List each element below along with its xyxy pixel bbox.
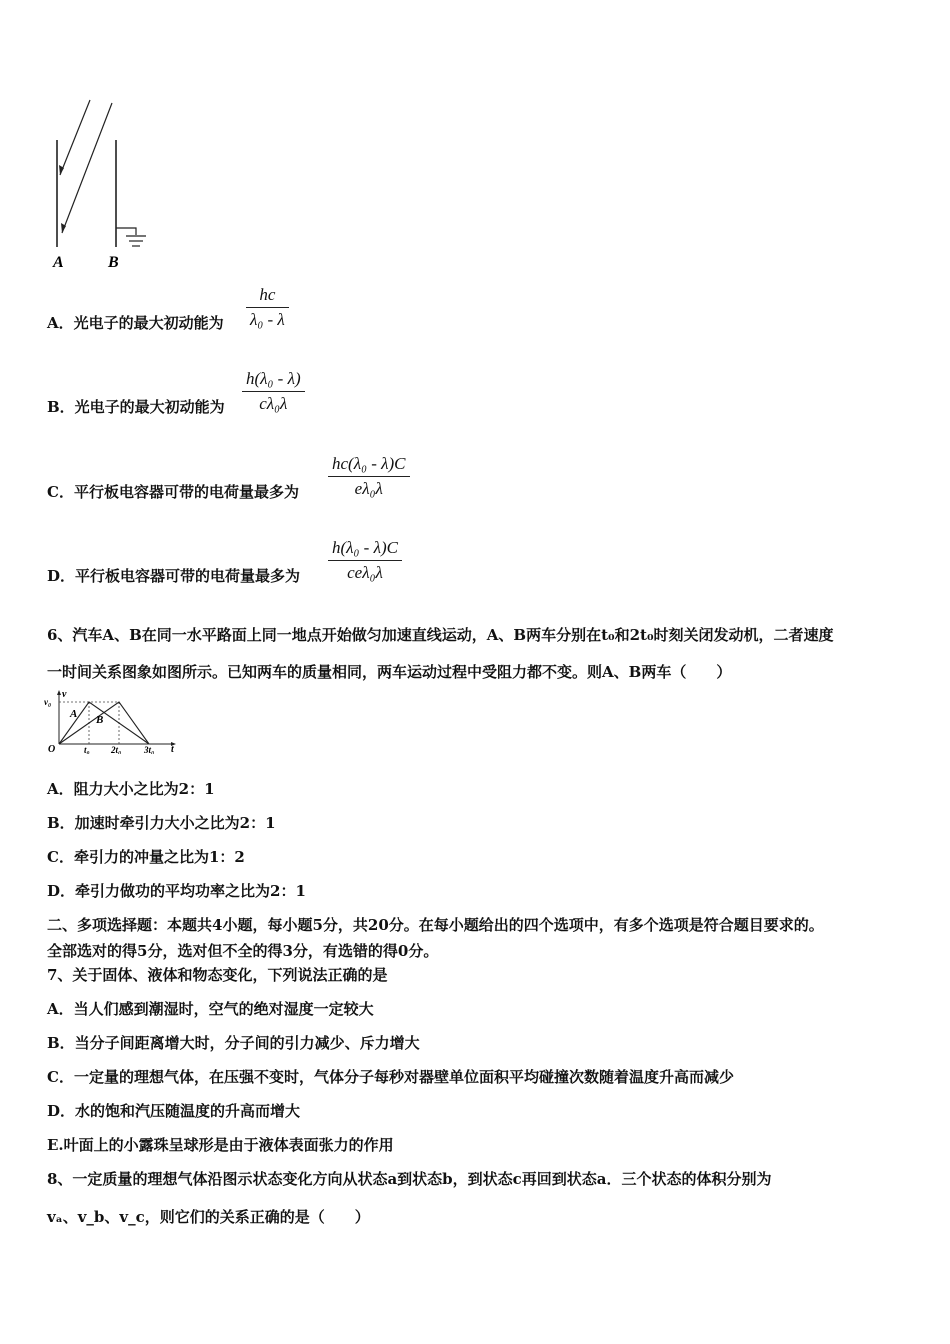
light-ray-1 — [60, 100, 90, 175]
q8-stem-line1: 8、一定质量的理想气体沿图示状态变化方向从状态a到状态b，到状态c再回到状态a．三个状态的体积分别为 — [47, 1170, 772, 1188]
v-axis-arrow — [57, 690, 61, 695]
axis-v-label: v — [62, 689, 67, 700]
q5-option-b[interactable]: B．光电子的最大初动能为 — [47, 398, 225, 416]
fraction-numerator: h(λ₀ - λ)C — [332, 538, 398, 557]
q5-option-c-fraction — [328, 454, 410, 499]
axis-t-label: t — [171, 744, 174, 754]
q6-option-d[interactable]: D．牵引力做功的平均功率之比为2：1 — [47, 882, 306, 900]
t3-label: 3t₀ — [144, 745, 155, 754]
fraction-denominator: ceλ₀λ — [347, 563, 383, 582]
fraction-denominator: cλ₀λ — [259, 394, 288, 413]
q7-option-a[interactable]: A．当人们感到潮湿时，空气的绝对湿度一定较大 — [47, 1000, 374, 1018]
q6-stem-line2: 一时间关系图象如图所示。已知两车的质量相同，两车运动过程中受阻力都不变。则A、B两车（ ） — [47, 663, 732, 681]
fraction-numerator: hc(λ₀ - λ)C — [332, 454, 406, 473]
q6-option-c[interactable]: C．牵引力的冲量之比为1：2 — [47, 848, 245, 866]
plate-a-label: A — [53, 254, 64, 271]
parallel-plates-figure — [40, 95, 160, 275]
q7-option-e[interactable]: E.叶面上的小露珠呈球形是由于液体表面张力的作用 — [47, 1136, 394, 1154]
t0-label: t₀ — [84, 745, 90, 754]
fraction-numerator: hc — [259, 285, 276, 304]
plate-b-label: B — [108, 254, 119, 271]
q5-option-a-fraction — [246, 285, 289, 330]
q7-option-d[interactable]: D．水的饱和汽压随温度的升高而增大 — [47, 1102, 301, 1120]
curve-b-label: B — [96, 714, 104, 726]
section2-instructions-line2: 全部选对的得5分，选对但不全的得3分，有选错的得0分。 — [47, 942, 439, 960]
q6-option-b[interactable]: B．加速时牵引力大小之比为2：1 — [47, 814, 276, 832]
light-ray-2 — [62, 103, 112, 233]
origin-label: O — [48, 744, 56, 754]
q7-option-b[interactable]: B．当分子间距离增大时，分子间的引力减少、斥力增大 — [47, 1034, 420, 1052]
v0-label: v₀ — [44, 697, 52, 707]
q5-option-d-fraction — [328, 538, 402, 583]
fraction-numerator: h(λ₀ - λ) — [246, 369, 301, 388]
q8-stem-line2: vₐ、v_b、v_c，则它们的关系正确的是（ ） — [47, 1208, 370, 1226]
q7-stem: 7、关于固体、液体和物态变化，下列说法正确的是 — [47, 966, 388, 984]
curve-a-label: A — [70, 708, 78, 720]
q5-option-b-fraction — [242, 369, 305, 414]
q5-option-a[interactable]: A．光电子的最大初动能为 — [47, 314, 224, 332]
fraction-denominator: eλ₀λ — [354, 479, 383, 498]
t2-label: 2t₀ — [111, 745, 122, 754]
q5-option-c[interactable]: C．平行板电容器可带的电荷量最多为 — [47, 483, 299, 501]
q7-option-c[interactable]: C．一定量的理想气体，在压强不变时，气体分子每秒对器壁单位面积平均碰撞次数随着温度升高而减少 — [47, 1068, 734, 1086]
section2-instructions-line1: 二、多项选择题：本题共4小题，每小题5分，共20分。在每小题给出的四个选项中，有多个选项是符合题目要求的。 — [47, 916, 824, 934]
ground-wire — [116, 228, 136, 235]
fraction-denominator: λ₀ - λ — [250, 310, 285, 329]
q6-option-a[interactable]: A．阻力大小之比为2：1 — [47, 780, 215, 798]
q6-vt-graph — [44, 688, 184, 754]
q6-stem-line1: 6、汽车A、B在同一水平路面上同一地点开始做匀加速直线运动，A、B两车分别在t₀和2t₀时刻关闭发动机，二者速度 — [47, 626, 834, 644]
q5-option-d[interactable]: D．平行板电容器可带的电荷量最多为 — [47, 567, 301, 585]
